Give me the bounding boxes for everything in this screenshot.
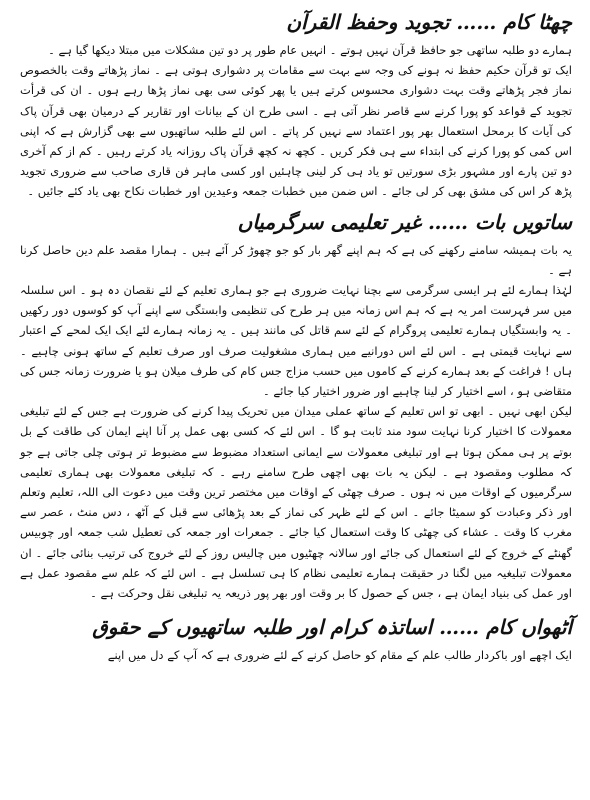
document-page: [20, 6, 572, 796]
paragraph: ایک تو قرآن حکیم حفظ نہ ہونے کی وجہ سے بہت سے مقامات پر دشواری ہوتی ہے ۔ نماز پڑھاتے وقت بالخصوص نماز فجر پڑھاتے وقت بہت دشواری محسوس کرتے ہیں یا پھر کوئی سی بھی نماز پڑھا رہے ہوں ۔ ان کی قرأت تجوید کے قواعد کو پورا کرنے سے قاصر نظر آتی ہے ۔ اسی طرح ان کے بیانات اور تقاریر کے درمیان بھی قرآن پاک کی آیات کا برمحل استعمال بھر پور اعتماد سے نہیں کر پاتے ۔ اس لئے طلبہ ساتھیوں سے بھی گزارش ہے کہ اپنی اس کمی کو پورا کرنے کی ابتداء سے ہی فکر کریں ۔ کچھ نہ کچھ قرآن پاک روزانہ یاد کرتے رہیں ۔ کم از کم آخری دو تین پارے اور مشہور بڑی سورتیں تو یاد ہی کر لینی چاہئیں اور کسی ماہر فن قاری صاحب سے ضروری تجوید پڑھ کر اس کی مشق بھی کر لی جائے ۔ اس ضمن میں خطبات جمعہ وعیدین اور خطبات نکاح بھی یاد کئے جائیں ۔: [20, 63, 572, 199]
paragraph: ایک اچھے اور باکردار طالب علم کے مقام کو حاصل کرنے کے لئے ضروری ہے کہ آپ کے دل میں اپنے: [107, 648, 572, 663]
section-heading-seventh-point: ساتویں بات …… غیر تعلیمی سرگرمیاں: [237, 209, 572, 234]
paragraph: یہ بات ہمیشہ سامنے رکھنے کی ہے کہ ہم اپنے گھر بار کو جو چھوڑ کر آئے ہیں ۔ ہمارا مقصد علم دین حاصل کرنا ہے ۔: [20, 242, 572, 277]
paragraph: لہٰذا ہمارے لئے ہر ایسی سرگرمی سے بچنا نہایت ضروری ہے جو ہماری تعلیم کے لئے نقصان دہ ہو ۔ اس سلسلہ میں سر فہرست امر یہ ہے کہ ہم اس زمانہ میں ہر طرح کی تنظیمی وابستگی سے اپنے آپ کو کوسوں دور رکھیں ۔ یہ وابستگیاں ہمارے تعلیمی پروگرام کے لئے سم قاتل کی مانند ہیں ۔ یہ زمانہ ہمارے لئے ایک ایک لمحے کے اعتبار سے نہایت قیمتی ہے ۔ اس لئے اس دورانیے میں ہماری مشغولیت صرف اور صرف تعلیم کے ساتھ ہونی چاہیے ۔ ہاں ! فراغت کے بعد ہمارے کرنے کے کاموں میں حسب مزاج جس کام کی طرف میلان ہو یا ضرورت زمانہ جس کی متقاضی ہو ، اسے اختیار کر لینا چاہیے اور ضرور اختیار کیا جائے ۔: [20, 283, 572, 399]
paragraph: ہمارے دو طلبہ ساتھی جو حافظ قرآن نہیں ہوتے ۔ انہیں عام طور پر دو تین مشکلات میں مبتلا دیکھا گیا ہے ۔: [48, 43, 572, 57]
paragraph: لیکن ابھی نہیں ۔ ابھی تو اس تعلیم کے ساتھ عملی میدان میں تحریک پیدا کرنے کی ضرورت ہے جس کے لئے تبلیغی معمولات کا اختیار کرنا نہایت سود مند ثابت ہو گا ۔ اس لئے کہ کسی بھی عمل پر آنا اپنے ایمان کی طاقت کے بل بوتے پر ہی ممکن ہوتا ہے اور تبلیغی معمولات سے ایمانی استعداد مضبوط سے مضبوط تر ہوتی چلی جاتی ہے جو کہ مطلوب ومقصود ہے ۔ لیکن یہ بات بھی اچھی طرح سامنے رہے ۔ کہ تبلیغی معمولات بھی ہماری تعلیمی سرگرمیوں کے اوقات میں نہ ہوں ۔ صرف چھٹی کے اوقات میں مختصر ترین وقت میں دعوت الی اللہ، تعلیم وتعلم اور ذکر وعبادت کو سمیٹا جائے ۔ اس کے لئے ظہر کی نماز کے بعد پڑھائی سے قبل کے آٹھ ، دس منٹ ، عصر سے مغرب کا وقت ۔ عشاء کی چھٹی کا وقت استعمال کیا جائے ۔ جمعرات اور جمعہ کی تعطیل شب جمعہ اور چوبیس گھنٹے کے خروج کے لئے استعمال کی جائے اور سالانہ چھٹیوں میں چالیس روز کے لئے خروج کی ترتیب بنائی جائے ۔ ان معمولات تبلیغیہ میں لگنا در حقیقت ہمارے تعلیمی نظام کا ہی تسلسل ہے ۔ اس لئے کہ علم سے مقصود عمل ہے اور عمل کی بنیاد ایمان ہے ، جس کے حصول کا بر وقت اور بھر پور ذریعہ یہ تبلیغی نقل وحرکت ہے ۔: [20, 404, 572, 601]
section-heading-eighth-task: آٹھواں کام …… اساتذہ کرام اور طلبہ ساتھیوں کے حقوق: [92, 615, 572, 640]
section-heading-sixth-task: چھٹا کام …… تجوید وحفظ القرآن: [286, 10, 572, 34]
